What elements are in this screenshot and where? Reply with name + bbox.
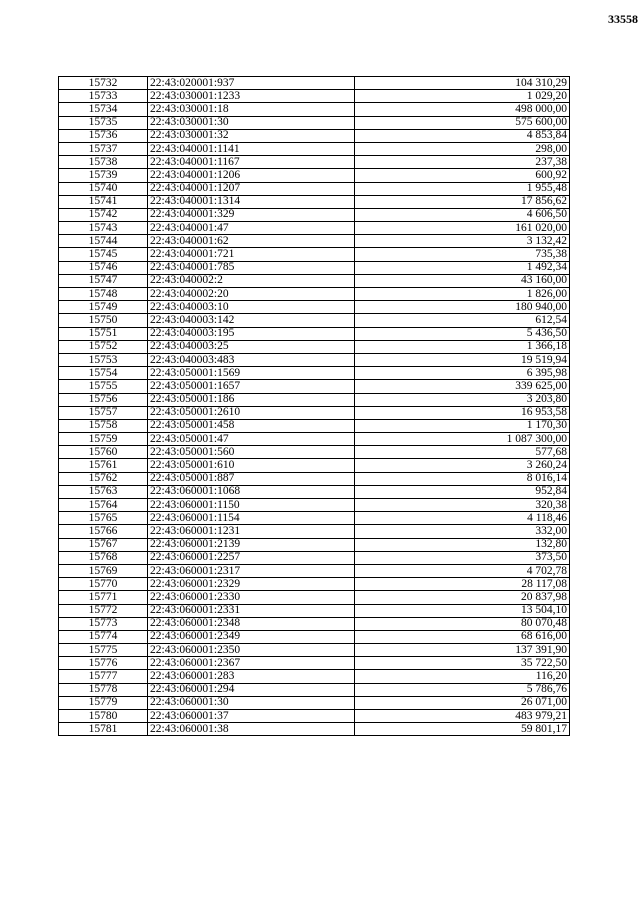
row-number-cell: 15734: [59, 103, 148, 116]
cadastral-number-cell: 22:43:060001:1068: [148, 485, 355, 498]
cadastral-number-cell: 22:43:040001:1206: [148, 169, 355, 182]
row-number-cell: 15739: [59, 169, 148, 182]
table-row: [59, 288, 570, 301]
cadastral-number-cell: 22:43:040002:2: [148, 274, 355, 287]
value-cell: 5 436,50: [355, 327, 570, 340]
row-number-cell: 15737: [59, 142, 148, 155]
value-cell: 298,00: [355, 142, 570, 155]
value-cell: 735,38: [355, 248, 570, 261]
value-cell: 19 519,94: [355, 353, 570, 366]
table-row: [59, 77, 570, 90]
table-row: [59, 472, 570, 485]
table-row: [59, 222, 570, 235]
value-cell: 8 016,14: [355, 472, 570, 485]
value-cell: 6 395,98: [355, 367, 570, 380]
row-number-cell: 15751: [59, 327, 148, 340]
row-number-cell: 15748: [59, 288, 148, 301]
cadastral-number-cell: 22:43:060001:2330: [148, 591, 355, 604]
cadastral-number-cell: 22:43:050001:458: [148, 419, 355, 432]
cadastral-number-cell: 22:43:060001:2349: [148, 630, 355, 643]
value-cell: 339 625,00: [355, 380, 570, 393]
value-cell: 320,38: [355, 499, 570, 512]
value-cell: 80 070,48: [355, 617, 570, 630]
row-number-cell: 15774: [59, 630, 148, 643]
cadastral-number-cell: 22:43:030001:32: [148, 129, 355, 142]
table-row: [59, 195, 570, 208]
row-number-cell: 15741: [59, 195, 148, 208]
cadastral-number-cell: 22:43:050001:560: [148, 446, 355, 459]
value-cell: 20 837,98: [355, 591, 570, 604]
table-row: [59, 485, 570, 498]
cadastral-number-cell: 22:43:020001:937: [148, 77, 355, 90]
value-cell: 4 702,78: [355, 564, 570, 577]
row-number-cell: 15754: [59, 367, 148, 380]
cadastral-number-cell: 22:43:030001:1233: [148, 90, 355, 103]
row-number-cell: 15738: [59, 156, 148, 169]
row-number-cell: 15764: [59, 499, 148, 512]
table-row: [59, 657, 570, 670]
table-row: [59, 353, 570, 366]
row-number-cell: 15756: [59, 393, 148, 406]
row-number-cell: 15744: [59, 235, 148, 248]
table-row: [59, 446, 570, 459]
cadastral-number-cell: 22:43:060001:2257: [148, 551, 355, 564]
row-number-cell: 15781: [59, 723, 148, 736]
cadastral-number-cell: 22:43:040003:483: [148, 353, 355, 366]
table-row: [59, 525, 570, 538]
cadastral-number-cell: 22:43:040003:142: [148, 314, 355, 327]
table-row: [59, 591, 570, 604]
value-cell: 17 856,62: [355, 195, 570, 208]
cadastral-number-cell: 22:43:060001:294: [148, 683, 355, 696]
cadastral-number-cell: 22:43:060001:2317: [148, 564, 355, 577]
table-row: [59, 182, 570, 195]
value-cell: 1 826,00: [355, 288, 570, 301]
value-cell: 1 366,18: [355, 340, 570, 353]
value-cell: 600,92: [355, 169, 570, 182]
value-cell: 35 722,50: [355, 657, 570, 670]
value-cell: 1 087 300,00: [355, 433, 570, 446]
table-row: [59, 683, 570, 696]
cadastral-number-cell: 22:43:040003:195: [148, 327, 355, 340]
table-row: [59, 630, 570, 643]
table-row: [59, 129, 570, 142]
value-cell: 104 310,29: [355, 77, 570, 90]
cadastral-number-cell: 22:43:060001:2367: [148, 657, 355, 670]
table-row: [59, 604, 570, 617]
cadastral-number-cell: 22:43:030001:18: [148, 103, 355, 116]
row-number-cell: 15768: [59, 551, 148, 564]
value-cell: 373,50: [355, 551, 570, 564]
row-number-cell: 15769: [59, 564, 148, 577]
cadastral-number-cell: 22:43:060001:37: [148, 710, 355, 723]
table-row: [59, 90, 570, 103]
cadastral-number-cell: 22:43:040001:785: [148, 261, 355, 274]
row-number-cell: 15767: [59, 538, 148, 551]
value-cell: 3 203,80: [355, 393, 570, 406]
cadastral-number-cell: 22:43:060001:2139: [148, 538, 355, 551]
row-number-cell: 15760: [59, 446, 148, 459]
row-number-cell: 15772: [59, 604, 148, 617]
row-number-cell: 15742: [59, 208, 148, 221]
cadastral-number-cell: 22:43:040001:1314: [148, 195, 355, 208]
row-number-cell: 15736: [59, 129, 148, 142]
cadastral-number-cell: 22:43:040001:329: [148, 208, 355, 221]
table-row: [59, 314, 570, 327]
table-row: [59, 433, 570, 446]
table-row: [59, 208, 570, 221]
table-row: [59, 617, 570, 630]
cadastral-number-cell: 22:43:040001:1207: [148, 182, 355, 195]
value-cell: 116,20: [355, 670, 570, 683]
value-cell: 612,54: [355, 314, 570, 327]
table-row: [59, 551, 570, 564]
cadastral-number-cell: 22:43:050001:47: [148, 433, 355, 446]
cadastral-number-cell: 22:43:050001:1657: [148, 380, 355, 393]
value-cell: 483 979,21: [355, 710, 570, 723]
cadastral-number-cell: 22:43:050001:2610: [148, 406, 355, 419]
row-number-cell: 15758: [59, 419, 148, 432]
row-number-cell: 15733: [59, 90, 148, 103]
table-row: [59, 103, 570, 116]
value-cell: 1 492,34: [355, 261, 570, 274]
cadastral-number-cell: 22:43:040003:10: [148, 301, 355, 314]
cadastral-number-cell: 22:43:050001:186: [148, 393, 355, 406]
cadastral-number-cell: 22:43:060001:2331: [148, 604, 355, 617]
table-row: [59, 670, 570, 683]
table-row: [59, 261, 570, 274]
value-cell: 28 117,08: [355, 578, 570, 591]
cadastral-value-table: [58, 76, 570, 736]
cadastral-number-cell: 22:43:060001:38: [148, 723, 355, 736]
row-number-cell: 15766: [59, 525, 148, 538]
cadastral-number-cell: 22:43:040002:20: [148, 288, 355, 301]
row-number-cell: 15747: [59, 274, 148, 287]
cadastral-number-cell: 22:43:040001:1167: [148, 156, 355, 169]
row-number-cell: 15740: [59, 182, 148, 195]
table-body: [59, 77, 570, 736]
value-cell: 577,68: [355, 446, 570, 459]
table-row: [59, 169, 570, 182]
value-cell: 4 853,84: [355, 129, 570, 142]
row-number-cell: 15752: [59, 340, 148, 353]
table-row: [59, 459, 570, 472]
value-cell: 16 953,58: [355, 406, 570, 419]
table-row: [59, 538, 570, 551]
row-number-cell: 15757: [59, 406, 148, 419]
cadastral-number-cell: 22:43:060001:2348: [148, 617, 355, 630]
row-number-cell: 15732: [59, 77, 148, 90]
table-row: [59, 301, 570, 314]
row-number-cell: 15770: [59, 578, 148, 591]
table-row: [59, 235, 570, 248]
table-row: [59, 644, 570, 657]
value-cell: 26 071,00: [355, 696, 570, 709]
table-row: [59, 142, 570, 155]
cadastral-number-cell: 22:43:060001:2350: [148, 644, 355, 657]
table-row: [59, 710, 570, 723]
cadastral-number-cell: 22:43:050001:610: [148, 459, 355, 472]
cadastral-number-cell: 22:43:060001:30: [148, 696, 355, 709]
value-cell: 4 606,50: [355, 208, 570, 221]
table-row: [59, 274, 570, 287]
table-row: [59, 327, 570, 340]
value-cell: 952,84: [355, 485, 570, 498]
table-row: [59, 393, 570, 406]
row-number-cell: 15762: [59, 472, 148, 485]
row-number-cell: 15776: [59, 657, 148, 670]
value-cell: 132,80: [355, 538, 570, 551]
row-number-cell: 15753: [59, 353, 148, 366]
value-cell: 3 132,42: [355, 235, 570, 248]
row-number-cell: 15765: [59, 512, 148, 525]
value-cell: 237,38: [355, 156, 570, 169]
row-number-cell: 15773: [59, 617, 148, 630]
value-cell: 180 940,00: [355, 301, 570, 314]
table-row: [59, 723, 570, 736]
cadastral-number-cell: 22:43:030001:30: [148, 116, 355, 129]
row-number-cell: 15780: [59, 710, 148, 723]
cadastral-number-cell: 22:43:060001:1150: [148, 499, 355, 512]
table-row: [59, 512, 570, 525]
table-row: [59, 156, 570, 169]
cadastral-number-cell: 22:43:060001:2329: [148, 578, 355, 591]
cadastral-number-cell: 22:43:060001:283: [148, 670, 355, 683]
cadastral-number-cell: 22:43:040001:1141: [148, 142, 355, 155]
cadastral-number-cell: 22:43:040001:62: [148, 235, 355, 248]
cadastral-number-cell: 22:43:050001:1569: [148, 367, 355, 380]
row-number-cell: 15755: [59, 380, 148, 393]
cadastral-number-cell: 22:43:040001:721: [148, 248, 355, 261]
table-row: [59, 696, 570, 709]
value-cell: 5 786,76: [355, 683, 570, 696]
page-number: 33558: [608, 12, 638, 26]
cadastral-number-cell: 22:43:040003:25: [148, 340, 355, 353]
table-row: [59, 116, 570, 129]
table-row: [59, 499, 570, 512]
value-cell: 3 260,24: [355, 459, 570, 472]
value-cell: 1 029,20: [355, 90, 570, 103]
table-row: [59, 380, 570, 393]
row-number-cell: 15775: [59, 644, 148, 657]
cadastral-number-cell: 22:43:060001:1231: [148, 525, 355, 538]
cadastral-number-cell: 22:43:050001:887: [148, 472, 355, 485]
row-number-cell: 15746: [59, 261, 148, 274]
value-cell: 498 000,00: [355, 103, 570, 116]
value-cell: 68 616,00: [355, 630, 570, 643]
table-row: [59, 248, 570, 261]
value-cell: 43 160,00: [355, 274, 570, 287]
row-number-cell: 15749: [59, 301, 148, 314]
value-cell: 161 020,00: [355, 222, 570, 235]
row-number-cell: 15750: [59, 314, 148, 327]
value-cell: 575 600,00: [355, 116, 570, 129]
value-cell: 59 801,17: [355, 723, 570, 736]
value-cell: 1 955,48: [355, 182, 570, 195]
table-row: [59, 564, 570, 577]
row-number-cell: 15777: [59, 670, 148, 683]
row-number-cell: 15779: [59, 696, 148, 709]
value-cell: 13 504,10: [355, 604, 570, 617]
table-row: [59, 340, 570, 353]
value-cell: 1 170,30: [355, 419, 570, 432]
table-row: [59, 406, 570, 419]
value-cell: 332,00: [355, 525, 570, 538]
table-row: [59, 367, 570, 380]
value-cell: 137 391,90: [355, 644, 570, 657]
row-number-cell: 15743: [59, 222, 148, 235]
table-row: [59, 578, 570, 591]
value-cell: 4 118,46: [355, 512, 570, 525]
row-number-cell: 15763: [59, 485, 148, 498]
row-number-cell: 15759: [59, 433, 148, 446]
cadastral-number-cell: 22:43:060001:1154: [148, 512, 355, 525]
row-number-cell: 15735: [59, 116, 148, 129]
table-row: [59, 419, 570, 432]
row-number-cell: 15761: [59, 459, 148, 472]
row-number-cell: 15778: [59, 683, 148, 696]
cadastral-number-cell: 22:43:040001:47: [148, 222, 355, 235]
row-number-cell: 15745: [59, 248, 148, 261]
row-number-cell: 15771: [59, 591, 148, 604]
